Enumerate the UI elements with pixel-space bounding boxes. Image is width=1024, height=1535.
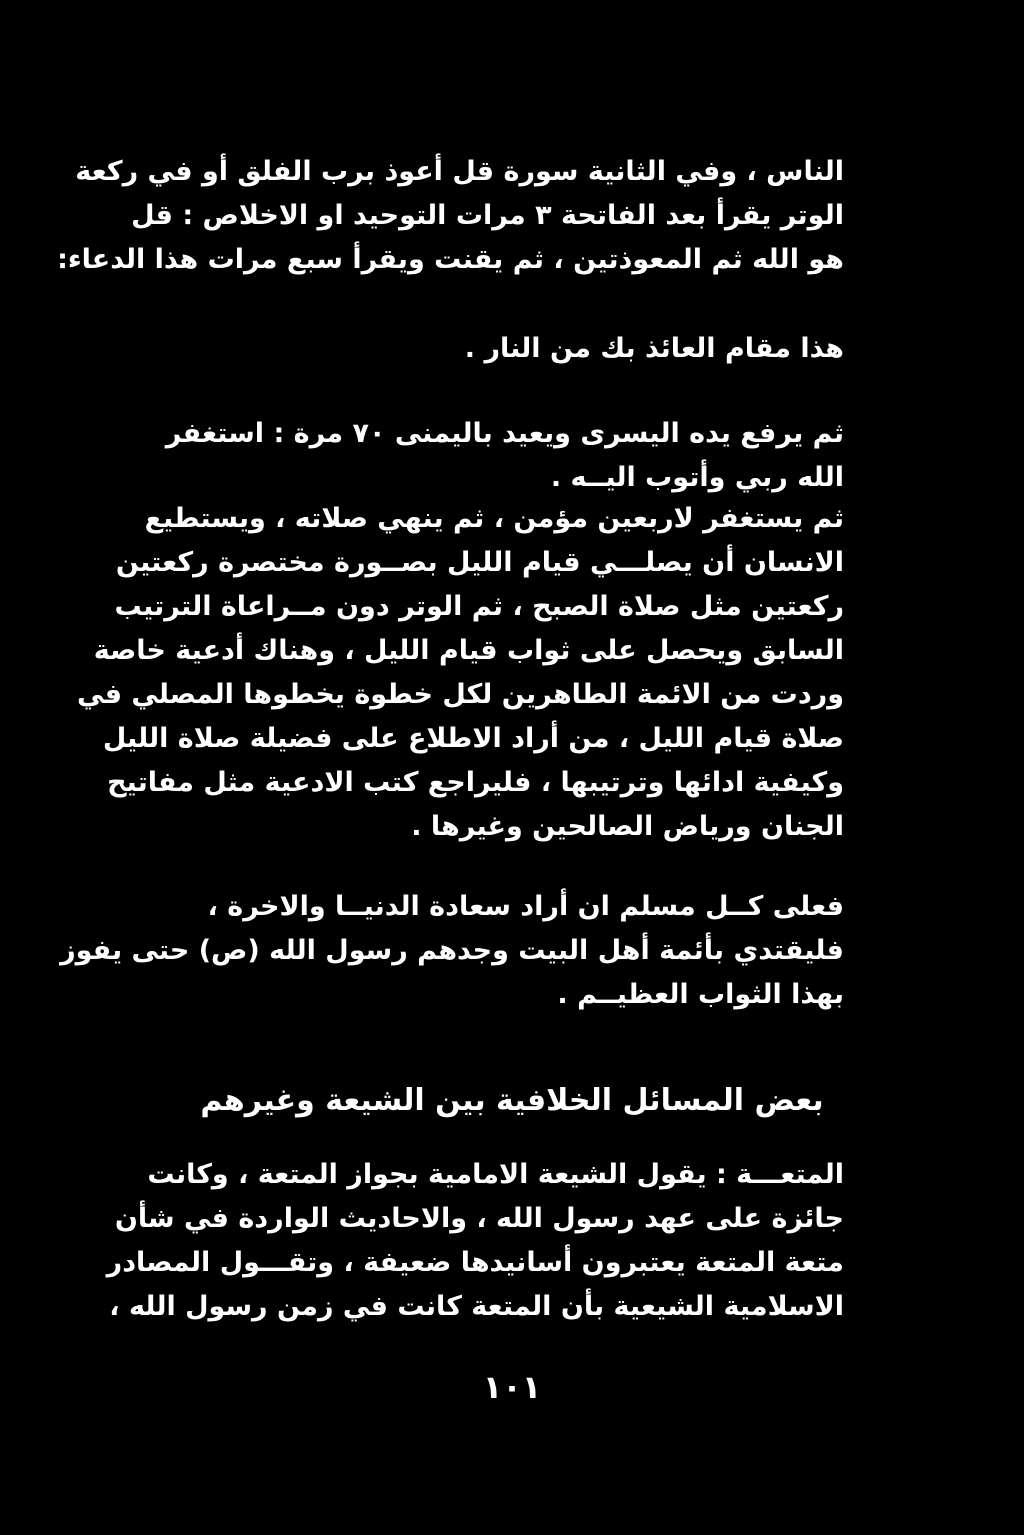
text-line: فعلى كــل مسلم ان أراد سعادة الدنيــا والاخرة ،: [207, 891, 844, 922]
text-line: هو الله ثم المعوذتين ، ثم يقنت ويقرأ سبع مرات هذا الدعاء:: [57, 244, 844, 275]
text-line: الله ربي وأتوب اليــه .: [550, 462, 844, 493]
text-line: المتعـــة : يقول الشيعة الامامية بجواز المتعة ، وكانت: [147, 1159, 844, 1190]
page-number: ١٠١: [482, 1368, 542, 1406]
text-line: متعة المتعة يعتبرون أسانيدها ضعيفة ، وتقـــول المصادر: [106, 1247, 844, 1278]
text-line: السابق ويحصل على ثواب قيام الليل ، وهناك أدعية خاصة: [93, 635, 844, 666]
text-line: بهذا الثواب العظيــم .: [557, 979, 844, 1010]
text-line: الوتر يقرأ بعد الفاتحة ٣ مرات التوحيد او الاخلاص : قل: [131, 200, 844, 231]
text-line: وكيفية ادائها وترتيبها ، فليراجع كتب الادعية مثل مفاتيح: [107, 767, 844, 798]
paragraph-dua-text: [134, 327, 844, 371]
section-heading: بعض المسائل الخلافية بين الشيعة وغيرهم: [200, 1083, 824, 1118]
paragraph-mutah: [106, 1153, 844, 1329]
text-line: الناس ، وفي الثانية سورة قل أعوذ برب الفلق أو في ركعة: [75, 156, 844, 187]
text-line: وردت من الائمة الطاهرين لكل خطوة يخطوها المصلي في: [77, 679, 844, 710]
paragraph-night-prayer-dua: [57, 150, 844, 282]
text-line: الجنان ورياض الصالحين وغيرها .: [411, 811, 844, 842]
paragraph-short-form-prayer: [77, 497, 844, 849]
text-line: ثم يستغفر لاربعين مؤمن ، ثم ينهي صلاته ، ويستطيع: [144, 503, 844, 534]
text-line: جائزة على عهد رسول الله ، والاحاديث الواردة في شأن: [114, 1203, 844, 1234]
text-line: فليقتدي بأئمة أهل البيت وجدهم رسول الله (ص) حتى يفوز: [60, 935, 844, 966]
text-line: الانسان أن يصلـــي قيام الليل بصــورة مختصرة ركعتين: [115, 547, 844, 578]
text-line: صلاة قيام الليل ، من أراد الاطلاع على فضيلة صلاة الليل: [102, 723, 844, 754]
paragraph-istighfar: [134, 412, 844, 500]
text-line: الاسلامية الشيعية بأن المتعة كانت في زمن رسول الله ،: [109, 1291, 844, 1322]
paragraph-exhortation: [60, 885, 844, 1017]
text-line: ثم يرفع يده اليسرى ويعيد باليمنى ٧٠ مرة : استغفر: [165, 418, 844, 449]
text-line: ركعتين مثل صلاة الصبح ، ثم الوتر دون مــراعاة الترتيب: [114, 591, 844, 622]
text-line: هذا مقام العائذ بك من النار .: [464, 333, 844, 364]
